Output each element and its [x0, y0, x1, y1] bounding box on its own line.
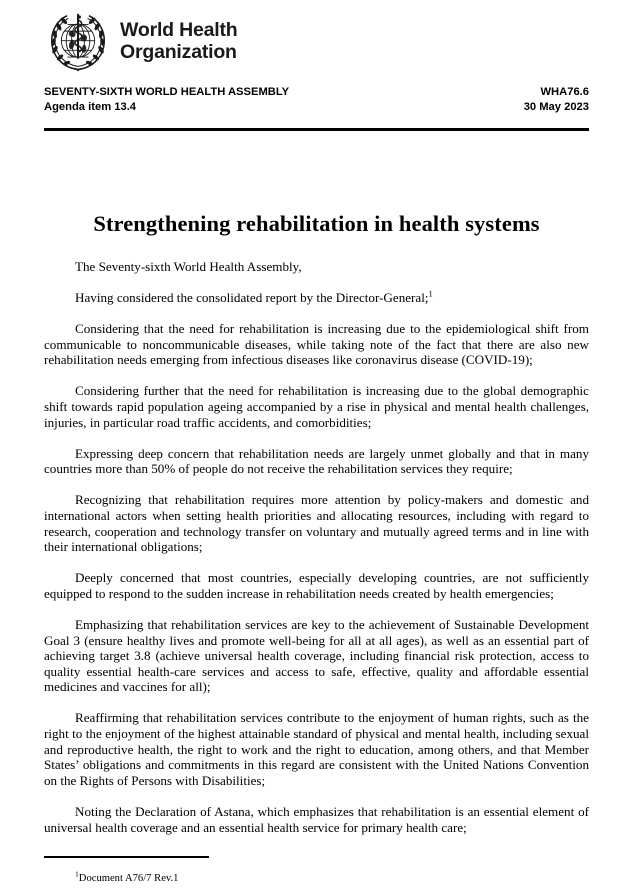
wordmark-line-2: Organization — [120, 41, 237, 63]
document-body — [44, 259, 589, 835]
who-emblem-icon — [46, 10, 110, 74]
who-wordmark — [120, 20, 238, 64]
footnote — [44, 869, 589, 885]
header-row-secondary — [44, 100, 589, 115]
preamble-paragraph: Considering that the need for rehabilitation is increasing due to the epidemiological shift from communicable to noncommunicable diseases, while taking note of the fact that there are also new rehabilitation needs emerging from infectious diseases like coronavirus disease (COVID-19); — [44, 321, 589, 368]
wordmark-line-1: World Health — [120, 19, 238, 42]
preamble-paragraph: Emphasizing that rehabilitation services are key to the achievement of Sustainable Development Goal 3 (ensure healthy lives and promote well-being for all at all ages), as well as an essential part of achieving target 3.8 (achieve universal health coverage, including financial risk protection, access to quality essential health-care services and access to safe, effective, quality and affordable essential medicines and vaccines for all); — [44, 617, 589, 695]
preamble-paragraph: Noting the Declaration of Astana, which emphasizes that rehabilitation is an essential element of universal health coverage and an essential health service for primary health care; — [44, 803, 589, 835]
who-masthead — [46, 10, 238, 74]
preamble-paragraph: Recognizing that rehabilitation requires more attention by policy-makers and domestic and international actors when setting health priorities and allocating resources, including with regard to research, cooperation and technology transfer on voluntary and mutually agreed terms and in line with their international obligations; — [44, 492, 589, 555]
header-row-primary — [44, 85, 589, 100]
lead-line-report-text: Having considered the consolidated report by the Director-General; — [75, 290, 429, 306]
preamble-paragraph: Considering further that the need for rehabilitation is increasing due to the global demographic shift towards rapid population ageing accompanied by a rise in physical and mental health challenges, injuries, in particular road traffic accidents, and comorbidities; — [44, 383, 589, 430]
agenda-item: Agenda item 13.4 — [44, 100, 137, 113]
document-number: WHA76.6 — [540, 86, 589, 98]
lead-line-report — [75, 290, 589, 306]
preamble-paragraph: Deeply concerned that most countries, especially developing countries, are not sufficiently equipped to respond to the sudden increase in rehabilitation needs created by health emergencies; — [44, 570, 589, 601]
preamble-paragraph: Reaffirming that rehabilitation services contribute to the enjoyment of human rights, such as the right to the enjoyment of the highest attainable standard of physical and mental health, including sexual and reproductive health, the right to work and the right to education, among others, and that Member States’ obligations and commitments in this regard are consistent with the United Nations Convention on the Rights of Persons with Disabilities; — [44, 710, 589, 788]
document-header — [44, 85, 589, 114]
footnote-text: Document A76/7 Rev.1 — [78, 873, 179, 884]
header-divider — [44, 128, 589, 131]
assembly-title: SEVENTY-SIXTH WORLD HEALTH ASSEMBLY — [44, 86, 290, 98]
document-date: 30 May 2023 — [523, 100, 589, 113]
preamble-paragraph: Expressing deep concern that rehabilitation needs are largely unmet globally and that in many countries more than 50% of people do not receive the rehabilitation services they require; — [44, 445, 589, 477]
page-title: Strengthening rehabilitation in health systems — [93, 211, 540, 237]
footnote-divider — [44, 856, 209, 858]
lead-line-assembly: The Seventy-sixth World Health Assembly, — [75, 259, 302, 274]
footnote-ref-marker: 1 — [428, 288, 433, 299]
footnote-marker: 1 — [75, 869, 79, 879]
